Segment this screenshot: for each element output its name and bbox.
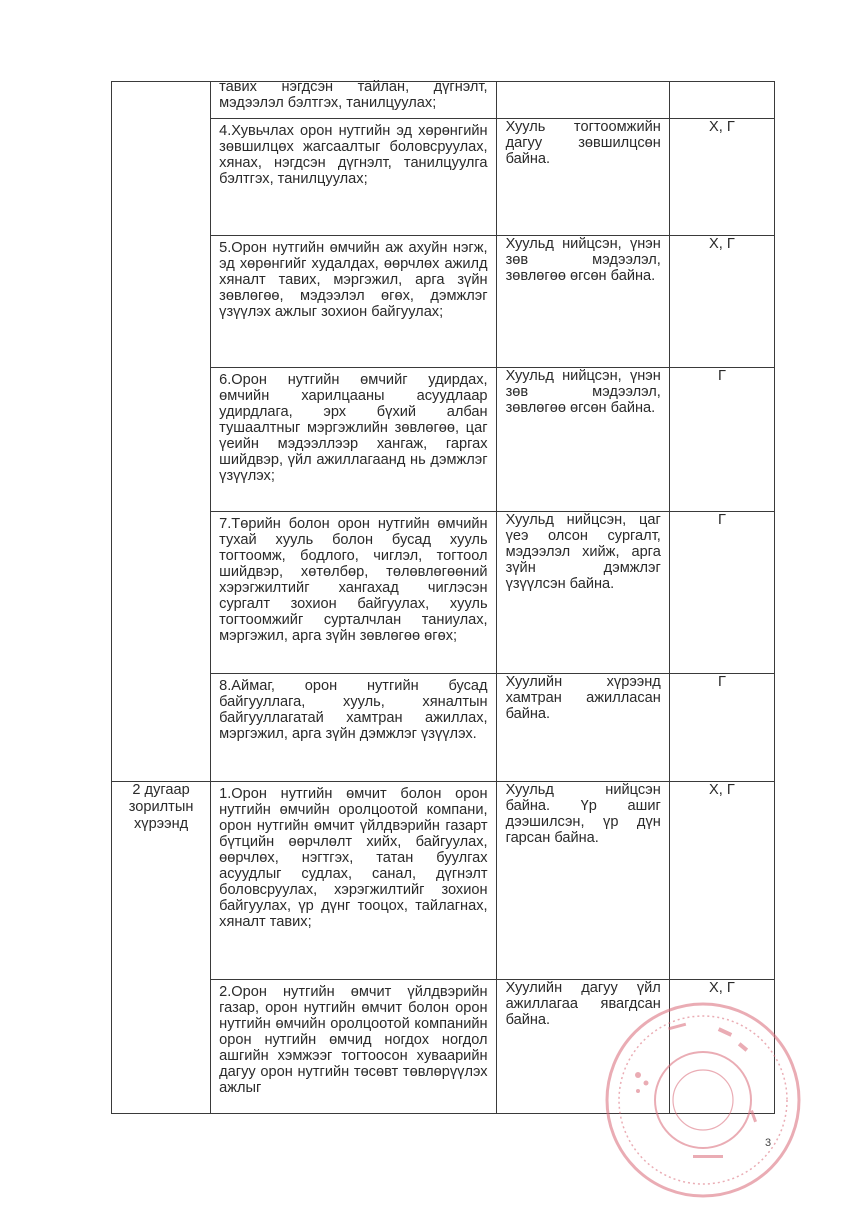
task-cell [211,674,496,782]
table-row [112,119,775,236]
mark-text: Г [717,674,726,690]
task-text: 5.Орон нутгийн өмчийн аж ахуйн нэгж, эд хөрөнгийг худалдах, өөрчлөх ажилд хяналт тавих, мэргэжил, арга зүйн зөвлөгөө, мэдээлэл өгөх, дэмжлэг үзүүлэх ажлыг зохион байгуулах; [219,240,488,320]
result-text: Хуулийн хүрээнд хамтран ажилласан байна. [505,674,661,722]
task-cell [211,79,496,119]
table-row [112,368,775,512]
goal-cell-empty [112,82,211,782]
task-text: 2.Орон нутгийн өмчит үйлдвэрийн газар, орон нутгийн өмчит болон орон нутгийн өмчийн оролцоотой компанийн орон нутгийн өмчид ногдох ногдол ашгийн хэмжээг тогтоосон хуваарийн дагуу орон нутгийн төсөвт төвлөрүүлэх ажлыг [219,984,488,1096]
task-text: 6.Орон нутгийн өмчийг удирдах, өмчийн харилцааны асуудлаар удирдлага, эрх бүхий албан тушаалтныг мэргэжлийн зөвлөгөө, цаг үеийн мэдээллээр хангаж, гаргах шийдвэр, үйл ажиллагаанд нь дэмжлэг үзүүлэх; [219,372,488,484]
result-cell [496,674,669,782]
result-text: Хуулийн дагуу үйл ажиллагаа явагдсан байна. [505,980,661,1028]
task-text: тавих нэгдсэн тайлан, дүгнэлт, мэдээлэл бэлтгэх, танилцуулах; [219,79,488,111]
mark-cell [669,674,774,782]
result-text: Хуульд нийцсэн, үнэн зөв мэдээлэл, зөвлөгөө өгсөн байна. [505,236,661,284]
task-cell [211,119,496,236]
mark-text: Х, Г [709,782,735,798]
task-text: 7.Төрийн болон орон нутгийн өмчийн тухай хууль болон бусад хууль тогтоомж, бодлого, чиглэл, тогтоол шийдвэр, хөтөлбөр, төлөвлөгөөний хэрэгжилтийг хангахад чиглэсэн сургалт зохион байгуулах, хууль тогтоомжийг сурталчлан таниулах, мэргэжил, арга зүйн зөвлөгөө өгөх; [219,516,488,644]
table-row [112,236,775,368]
result-cell [496,119,669,236]
mark-cell [669,782,774,980]
table-row [112,512,775,674]
result-cell [496,236,669,368]
task-cell [211,782,496,980]
mark-cell [669,368,774,512]
result-text: Хуульд нийцсэн, үнэн зөв мэдээлэл, зөвлөгөө өгсөн байна. [505,368,661,416]
mark-text: Х, Г [709,119,735,135]
result-cell [496,782,669,980]
table-row [112,980,775,1114]
mark-text: Х, Г [709,980,735,996]
result-text: Хууль тогтоомжийн дагуу зөвшилцсөн байна. [505,119,661,167]
task-cell [211,980,496,1114]
mark-cell [669,512,774,674]
result-cell [496,980,669,1114]
mark-text: Г [717,512,726,528]
page-number: 3 [765,1137,772,1149]
mark-cell [669,980,774,1114]
goal-label: 2 дугаар зорилтын хүрээнд [128,782,194,832]
task-cell [211,368,496,512]
task-text: 8.Аймаг, орон нутгийн бусад байгууллага, хууль, хяналтын байгууллагатай хамтран ажиллах, мэргэжил, арга зүйн дэмжлэг үзүүлэх. [219,678,488,742]
task-cell [211,512,496,674]
result-cell [496,82,669,119]
goal-cell [112,782,211,1114]
result-text: Хуульд нийцсэн, цаг үеэ олсон сургалт, мэдээлэл хийж, арга зүйн дэмжлэг үзүүлсэн байна. [505,512,661,592]
table-row [112,82,775,119]
table-row [112,782,775,980]
table-row [112,674,775,782]
mark-cell [669,236,774,368]
mark-cell [669,119,774,236]
result-text: Хуульд нийцсэн байна. Үр ашиг дээшилсэн, үр дүн гарсан байна. [505,782,661,846]
task-cell [211,236,496,368]
task-text: 4.Хувьчлах орон нутгийн эд хөрөнгийн зөвшилцөх жагсаалтыг боловсруулах, хянах, нэгдсэн дүгнэлт, танилцуулга бэлтгэх, танилцуулах; [219,123,488,187]
result-cell [496,512,669,674]
mark-cell [669,82,774,119]
mark-text: Г [717,368,726,384]
task-text: 1.Орон нутгийн өмчит болон орон нутгийн өмчийн оролцоотой компани, орон нутгийн өмчит үйлдвэрийн газарт бүтцийн өөрчлөлт хийх, байгуулах, өөрчлөх, нэгтгэх, татан буулгах асуудлыг судлах, санал, дүгнэлт боловсруулах, хэрэгжилтийг зохион байгуулах, үр дүнг тооцох, тайлагнах, хяналт тавих; [219,786,488,930]
mark-text: Х, Г [709,236,735,252]
result-cell [496,368,669,512]
objectives-table [111,81,775,1114]
